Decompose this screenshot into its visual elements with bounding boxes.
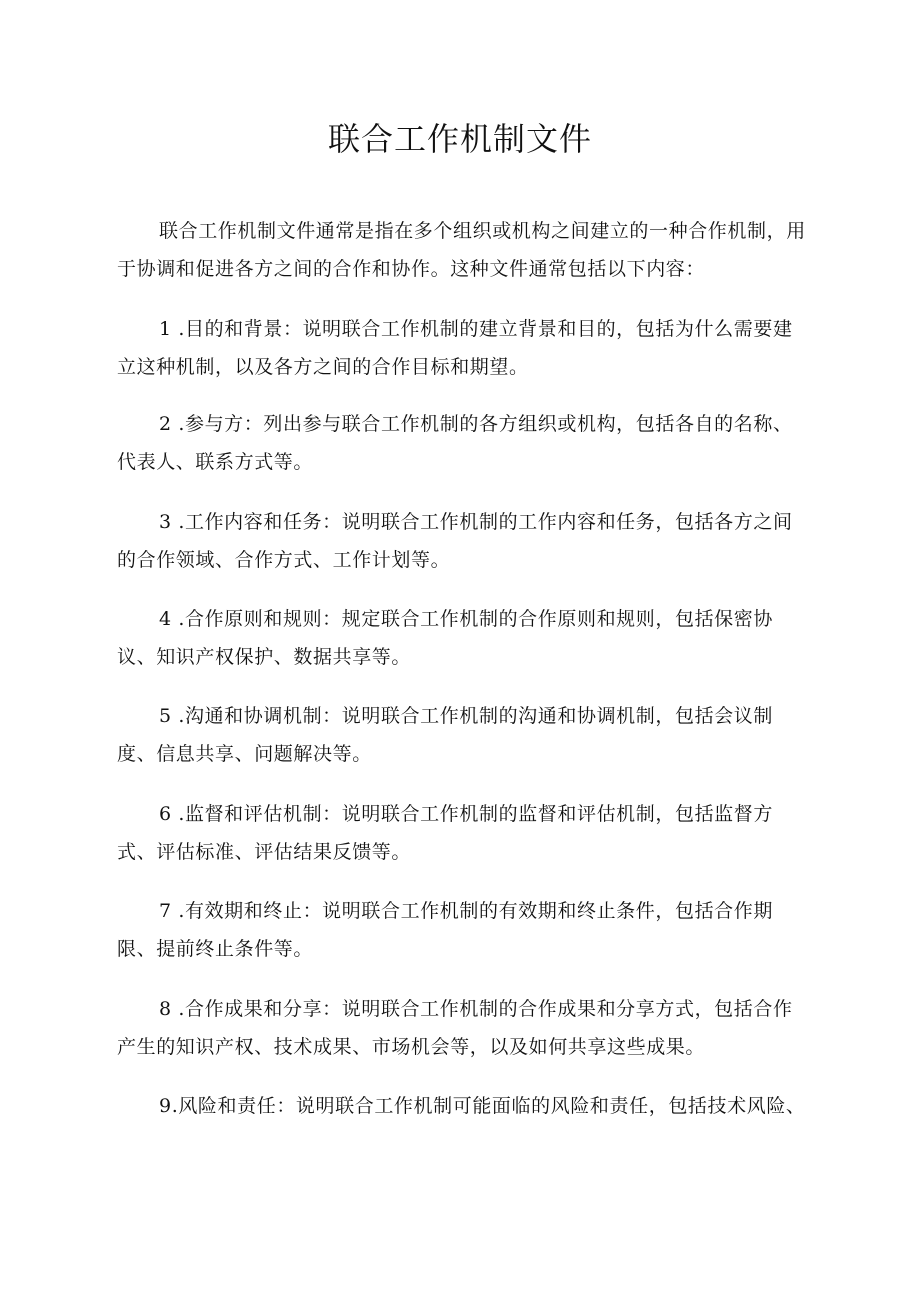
- list-item-5: 5 .沟通和协调机制：说明联合工作机制的沟通和协调机制，包括会议制度、信息共享、问题解决等。: [117, 705, 773, 765]
- list-item-4: 4 .合作原则和规则：规定联合工作机制的合作原则和规则，包括保密协议、知识产权保护、数据共享等。: [117, 608, 773, 668]
- list-item-8: 8 .合作成果和分享：说明联合工作机制的合作成果和分享方式，包括合作产生的知识产权、技术成果、市场机会等，以及如何共享这些成果。: [117, 998, 793, 1058]
- intro-paragraph: 联合工作机制文件通常是指在多个组织或机构之间建立的一种合作机制，用于协调和促进各方之间的合作和协作。这种文件通常包括以下内容：: [117, 220, 806, 280]
- list-item-1: 1 .目的和背景：说明联合工作机制的建立背景和目的，包括为什么需要建立这种机制，以及各方之间的合作目标和期望。: [117, 318, 793, 378]
- list-item-6: 6 .监督和评估机制：说明联合工作机制的监督和评估机制，包括监督方式、评估标准、评估结果反馈等。: [117, 803, 773, 863]
- document-title: 联合工作机制文件: [327, 120, 592, 158]
- list-item-9: 9.风险和责任：说明联合工作机制可能面临的风险和责任，包括技术风险、: [159, 1095, 806, 1117]
- list-item-3: 3 .工作内容和任务：说明联合工作机制的工作内容和任务，包括各方之间的合作领域、合作方式、工作计划等。: [117, 511, 793, 571]
- list-item-7: 7 .有效期和终止：说明联合工作机制的有效期和终止条件，包括合作期限、提前终止条件等。: [117, 900, 773, 960]
- list-item-2: 2 .参与方：列出参与联合工作机制的各方组织或机构，包括各自的名称、代表人、联系方式等。: [117, 413, 793, 473]
